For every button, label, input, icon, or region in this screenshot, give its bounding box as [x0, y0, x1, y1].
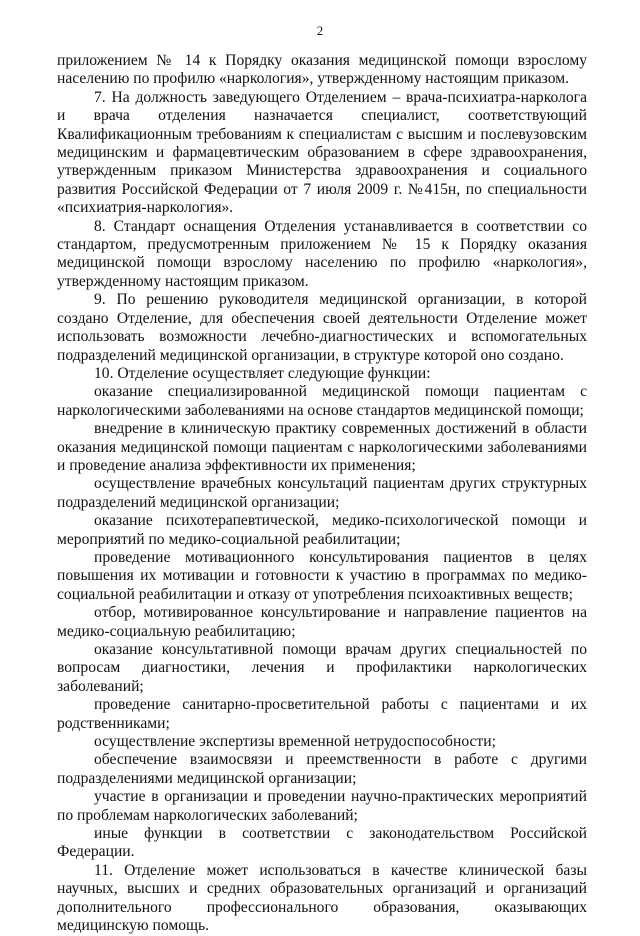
paragraph-10: 10. Отделение осуществляет следующие функции:: [94, 364, 431, 382]
function-item: осуществление экспертизы временной нетрудоспособности;: [94, 733, 496, 751]
page-number: 2: [316, 23, 324, 38]
paragraph-continuation: приложением № 14 к Порядку оказания медицинской помощи взрослому населению по профилю «наркология», утвержденному настоящим приказом.: [57, 52, 587, 88]
function-item: осуществление врачебных консультаций пациентам других структурных подразделений медицинской организации;: [57, 475, 587, 511]
paragraph-8: 8. Стандарт оснащения Отделения устанавливается в соответствии со стандартом, предусмотренным приложением № 15 к Порядку оказания медицинской помощи взрослому населению по профилю «наркология», утвержденному настоящим приказом.: [57, 217, 587, 290]
function-item: отбор, мотивированное консультирование и направление пациентов на медико-социальную реабилитацию;: [57, 604, 587, 640]
function-item: участие в организации и проведении научно-практических мероприятий по проблемам наркологических заболеваний;: [57, 788, 587, 824]
paragraph-11: 11. Отделение может использоваться в качестве клинической базы научных, высших и средних образовательных организаций и организаций дополнительного профессионального образования, оказывающих медицинскую помощь.: [57, 861, 587, 935]
function-item: оказание специализированной медицинской помощи пациентам с наркологическими заболеваниями на основе стандартов медицинской помощи;: [57, 383, 587, 419]
function-item: проведение санитарно-просветительной работы с пациентами и их родственниками;: [57, 696, 587, 732]
function-item: проведение мотивационного консультирования пациентов в целях повышения их мотивации и готовности к участию в программах по медико-социальной реабилитации и отказу от употребления психоактивных веществ;: [57, 548, 587, 603]
paragraph-9: 9. По решению руководителя медицинской организации, в которой создано Отделение, для обеспечения своей деятельности Отделение может использовать возможности лечебно-диагностических и вспомогательных подразделений медицинской организации, в структуре которой оно создано.: [57, 291, 587, 364]
function-item: внедрение в клиническую практику современных достижений в области оказания медицинской помощи пациентам с наркологическими заболеваниями и проведение анализа эффективности их применения;: [57, 420, 587, 474]
function-item: оказание консультативной помощи врачам других специальностей по вопросам диагностики, лечения и профилактики наркологических заболеваний;: [57, 641, 587, 695]
paragraph-7: 7. На должность заведующего Отделением – врача-психиатра-нарколога и врача отделения назначается специалист, соответствующий Квалификационным требованиям к специалистам с высшим и послевузовским медицинским и фармацевтическим образованием в сфере здравоохранения, утвержденным приказом Министерства здравоохранения и социального развития Российской Федерации от 7 июля 2009 г. №415н, по специальности «психиатрия-наркология».: [57, 88, 587, 217]
function-item: обеспечение взаимосвязи и преемственности в работе с другими подразделениями медицинской организации;: [57, 751, 587, 787]
function-item: иные функции в соответствии с законодательством Российской Федерации.: [57, 825, 587, 861]
document-body: [57, 52, 587, 936]
function-item: оказание психотерапевтической, медико-психологической помощи и мероприятий по медико-социальной реабилитации;: [57, 512, 587, 548]
